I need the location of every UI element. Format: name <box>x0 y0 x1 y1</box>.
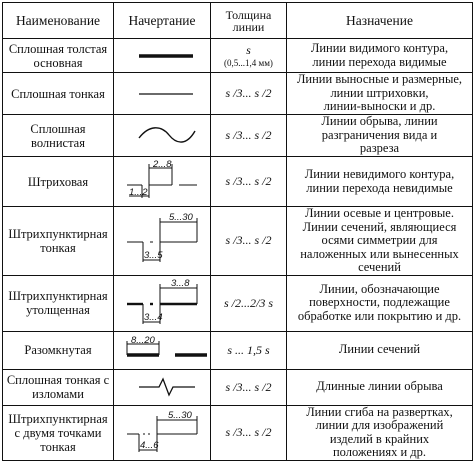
dim-gap-length: 1...2 <box>129 186 148 198</box>
row-purpose <box>287 369 473 405</box>
thickness-value: s /2...2/3 s <box>223 295 273 310</box>
wavy-line-drawing <box>117 119 214 153</box>
row-thickness <box>211 331 287 369</box>
line-types-table <box>2 2 473 461</box>
open-line-drawing <box>117 333 214 367</box>
dash-two-dots-line-drawing <box>117 410 214 456</box>
table-row <box>3 207 473 276</box>
table-row <box>3 39 473 73</box>
table-row <box>3 73 473 115</box>
zigzag-line-drawing <box>117 370 214 404</box>
row-name: Штрихпунктирная тонкая <box>3 207 114 276</box>
dim-dash-length: 3...8 <box>171 278 190 289</box>
purpose-line: изделий в крайних <box>329 431 430 446</box>
row-name: Разомкнутая <box>3 331 114 369</box>
dim-dash-length: 2...8 <box>153 158 172 170</box>
line-sample-solid-thin <box>114 73 211 115</box>
purpose-line: Линии сечений, являющиеся <box>302 219 457 234</box>
row-thickness <box>211 73 287 115</box>
row-thickness <box>211 39 287 73</box>
purpose-line: обработке или покрытию и др. <box>297 308 462 323</box>
purpose-line: Линии выносные и размерные, <box>296 72 463 87</box>
dim-dash-length: 5...30 <box>168 409 192 421</box>
purpose-line: Линии осевые и центровые. <box>305 206 454 220</box>
table-row <box>3 157 473 207</box>
table-row <box>3 405 473 460</box>
line-sample-open <box>114 331 211 369</box>
header-name: Наименование <box>3 3 114 39</box>
row-name: Штрихпунктирная утолщенная <box>3 275 114 331</box>
thickness-value: s /3... s /2 <box>225 174 272 188</box>
line-sample-dashed <box>114 157 211 207</box>
purpose-line: Линии сечений <box>338 342 421 357</box>
purpose-line: Длинные линии обрыва <box>316 379 443 394</box>
row-name: Сплошная тонкая <box>3 73 114 115</box>
line-sample-dash-dot-thick <box>114 275 211 331</box>
line-sample-solid-thick <box>114 39 211 73</box>
row-name: Сплошная тонкая с изломами <box>3 369 114 405</box>
row-thickness <box>211 405 287 460</box>
line-sample-dash-dot-thin <box>114 207 211 276</box>
row-name: Штрихпунктирная с двумя точками тонкая <box>3 405 114 460</box>
solid-thick-line-drawing <box>117 41 214 71</box>
table-header-row <box>3 3 473 39</box>
dim-gap-length: 3...4 <box>144 312 163 323</box>
dim-gap-length: 3...5 <box>144 249 163 261</box>
row-purpose <box>287 207 473 276</box>
purpose-line: сечений <box>358 260 401 274</box>
header-purpose: Назначение <box>287 3 473 39</box>
line-sample-dash-two-dots <box>114 405 211 460</box>
dashed-line-drawing <box>117 158 214 206</box>
purpose-line: линии перехода невидимые <box>306 180 453 195</box>
row-purpose <box>287 405 473 460</box>
purpose-line: линии для изображений <box>315 418 444 432</box>
line-sample-wavy <box>114 115 211 157</box>
thickness-sub: (0,5...1,4 мм) <box>224 57 273 68</box>
thickness-value: s /3... s /2 <box>225 86 272 100</box>
row-thickness <box>211 369 287 405</box>
row-purpose <box>287 73 473 115</box>
thickness-value: s <box>246 42 251 57</box>
purpose-line: поверхности, подлежащие <box>309 295 450 310</box>
header-thickness-line1: Толщина <box>225 7 272 22</box>
row-purpose <box>287 115 473 157</box>
purpose-line: Линии видимого контура, <box>310 41 449 55</box>
row-purpose <box>287 331 473 369</box>
thickness-value: s ... 1,5 s <box>227 342 270 357</box>
solid-thin-line-drawing <box>117 79 214 109</box>
header-thickness-line2: линии <box>232 19 265 34</box>
purpose-line: Линии обрыва, линии <box>321 114 438 129</box>
row-thickness <box>211 275 287 331</box>
line-sample-zigzag <box>114 369 211 405</box>
row-thickness <box>211 115 287 157</box>
thickness-value: s /3... s /2 <box>225 128 272 142</box>
purpose-line: линии перехода видимые <box>312 54 447 69</box>
purpose-line: осями симметрии для <box>321 233 438 247</box>
row-name: Сплошная волнистая <box>3 115 114 157</box>
table-row <box>3 275 473 331</box>
dash-dot-thick-line-drawing <box>117 276 214 330</box>
table-row <box>3 369 473 405</box>
row-name: Штриховая <box>3 157 114 207</box>
row-thickness <box>211 157 287 207</box>
table-row <box>3 115 473 157</box>
dim-dash-length: 5...30 <box>169 211 193 223</box>
row-purpose <box>287 39 473 73</box>
purpose-line: положениях и др. <box>332 445 427 459</box>
purpose-line: линии штриховки, <box>330 85 429 100</box>
row-purpose <box>287 157 473 207</box>
header-thickness <box>211 3 287 39</box>
row-purpose <box>287 275 473 331</box>
purpose-line: наложенных или вынесенных <box>300 246 459 261</box>
table-row <box>3 331 473 369</box>
row-name: Сплошная толстая основная <box>3 39 114 73</box>
dim-stroke-length: 8...20 <box>131 335 155 346</box>
dim-gap-length: 4...6 <box>140 439 159 451</box>
purpose-line: Линии сгиба на развертках, <box>306 404 453 419</box>
row-thickness <box>211 207 287 276</box>
purpose-line: разреза <box>359 141 400 156</box>
purpose-line: Линии, обозначающие <box>319 281 440 296</box>
thickness-value: s /3... s /2 <box>225 379 272 394</box>
purpose-line: Линии невидимого контура, <box>304 167 455 181</box>
purpose-line: линии-выноски и др. <box>323 99 436 114</box>
header-drawing: Начертание <box>114 3 211 39</box>
thickness-value: s /3... s /2 <box>225 233 272 248</box>
purpose-line: разграничения вида и <box>321 127 438 142</box>
thickness-value: s /3... s /2 <box>225 425 272 439</box>
dash-dot-thin-line-drawing <box>117 210 214 272</box>
